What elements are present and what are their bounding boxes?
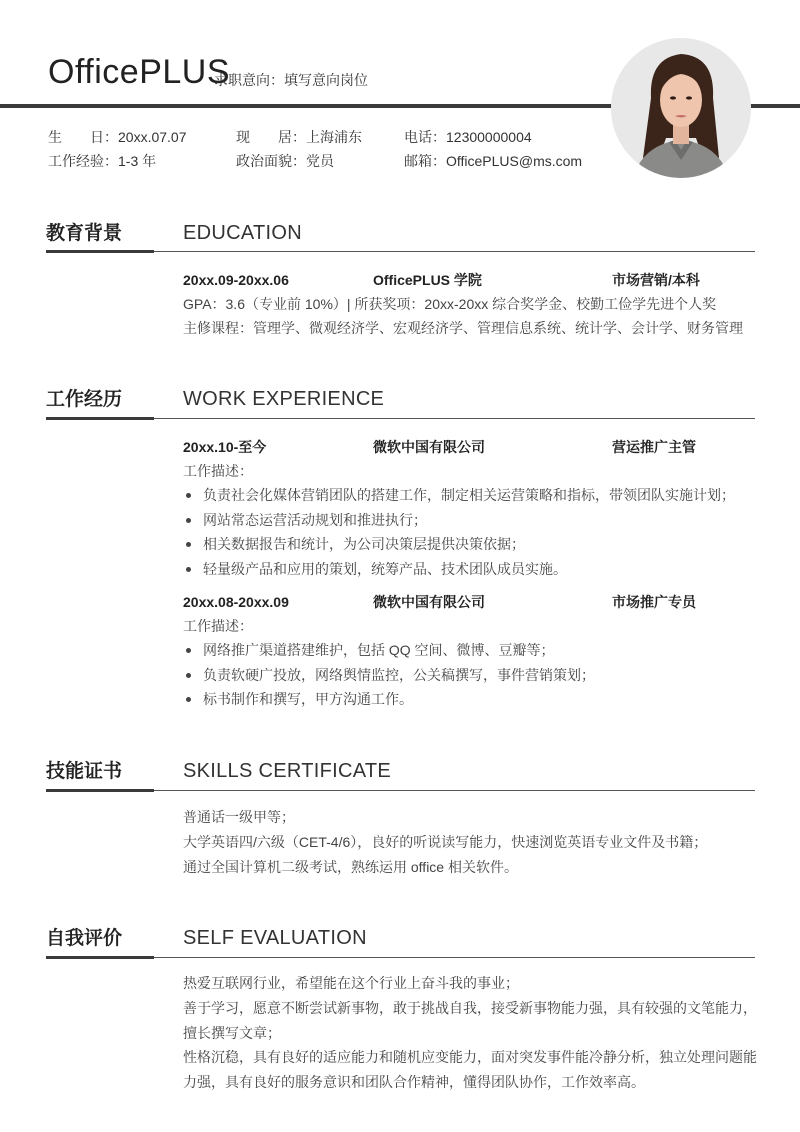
skill-line: 通过全国计算机二级考试，熟练运用 office 相关软件。: [183, 859, 518, 875]
list-item: 负责社会化媒体营销团队的搭建工作，制定相关运营策略和指标，带领团队实施计划；: [183, 483, 755, 508]
candidate-name: OfficePLUS: [48, 53, 231, 91]
section-title-work-cn: 工作经历: [46, 389, 123, 410]
list-item: 网络推广渠道搭建维护，包括 QQ 空间、微博、豆瓣等；: [183, 638, 755, 663]
list-item: 负责软硬广投放，网络舆情监控，公关稿撰写，事件营销策划；: [183, 663, 755, 688]
job-company: 微软中国有限公司: [373, 594, 485, 610]
section-accent-bar: [46, 417, 154, 420]
section-title-self-eval-en: SELF EVALUATION: [183, 927, 367, 949]
list-item: 相关数据报告和统计，为公司决策层提供决策依据；: [183, 532, 755, 557]
info-email: 邮箱：OfficePLUS@ms.com: [404, 153, 583, 169]
job-desc-label: 工作描述：: [183, 618, 253, 634]
info-birth: 生 日：20xx.07.07: [48, 129, 187, 145]
job-bullet-list: [183, 638, 755, 712]
self-eval-paragraph: 热爱互联网行业，希望能在这个行业上奋斗我的事业；: [183, 975, 519, 991]
section-title-work-en: WORK EXPERIENCE: [183, 388, 385, 410]
job-row: [183, 437, 755, 457]
section-title-skills-cn: 技能证书: [46, 761, 123, 782]
job-position: 市场推广专员: [612, 594, 696, 610]
education-courses: 主修课程：管理学、微观经济学、宏观经济学、管理信息系统、统计学、会计学、财务管理: [183, 320, 743, 336]
skill-line: 大学英语四/六级（CET-4/6），良好的听说读写能力，快速浏览英语专业文件及书籍；: [183, 834, 708, 850]
education-row: [183, 270, 755, 290]
section-title-skills-en: SKILLS CERTIFICATE: [183, 760, 392, 782]
info-residence: 现 居：上海浦东: [236, 129, 362, 145]
job-period: 20xx.08-20xx.09: [183, 594, 289, 610]
self-eval-paragraph: 善于学习，愿意不断尝试新事物，敢于挑战自我，接受新事物能力强，具有较强的文笔能力，擅长撰写文章；: [183, 1000, 757, 1041]
profile-photo: [611, 38, 751, 178]
section-title-education-cn: 教育背景: [46, 223, 123, 244]
job-position: 营运推广主管: [612, 439, 696, 455]
education-school: OfficePLUS 学院: [373, 272, 482, 288]
job-period: 20xx.10-至今: [183, 439, 267, 455]
list-item: 网站常态运营活动规划和推进执行；: [183, 508, 755, 533]
list-item: 轻量级产品和应用的策划，统筹产品、技术团队成员实施。: [183, 557, 755, 582]
info-phone: 电话：12300000004: [404, 129, 532, 145]
list-item: 标书制作和撰写，甲方沟通工作。: [183, 687, 755, 712]
education-period: 20xx.09-20xx.06: [183, 272, 289, 288]
education-gpa: GPA：3.6（专业前 10%）| 所获奖项：20xx-20xx 综合奖学金、校勤工俭学先进个人奖: [183, 296, 717, 312]
info-politics: 政治面貌：党员: [236, 153, 334, 169]
section-accent-bar: [46, 789, 154, 792]
job-bullet-list: [183, 483, 755, 581]
section-title-education-en: EDUCATION: [183, 222, 302, 244]
section-accent-bar: [46, 956, 154, 959]
job-row: [183, 592, 755, 612]
self-eval-paragraph: 性格沉稳，具有良好的适应能力和随机应变能力，面对突发事件能冷静分析，独立处理问题能力强，具有良好的服务意识和团队合作精神，懂得团队协作，工作效率高。: [183, 1049, 757, 1090]
skill-line: 普通话一级甲等；: [183, 809, 295, 825]
job-intention: 求职意向：填写意向岗位: [214, 72, 368, 88]
education-major: 市场营销/本科: [612, 272, 700, 288]
job-desc-label: 工作描述：: [183, 463, 253, 479]
job-company: 微软中国有限公司: [373, 439, 485, 455]
section-accent-bar: [46, 250, 154, 253]
info-experience: 工作经验：1-3 年: [48, 153, 157, 169]
section-title-self-eval-cn: 自我评价: [46, 928, 123, 949]
